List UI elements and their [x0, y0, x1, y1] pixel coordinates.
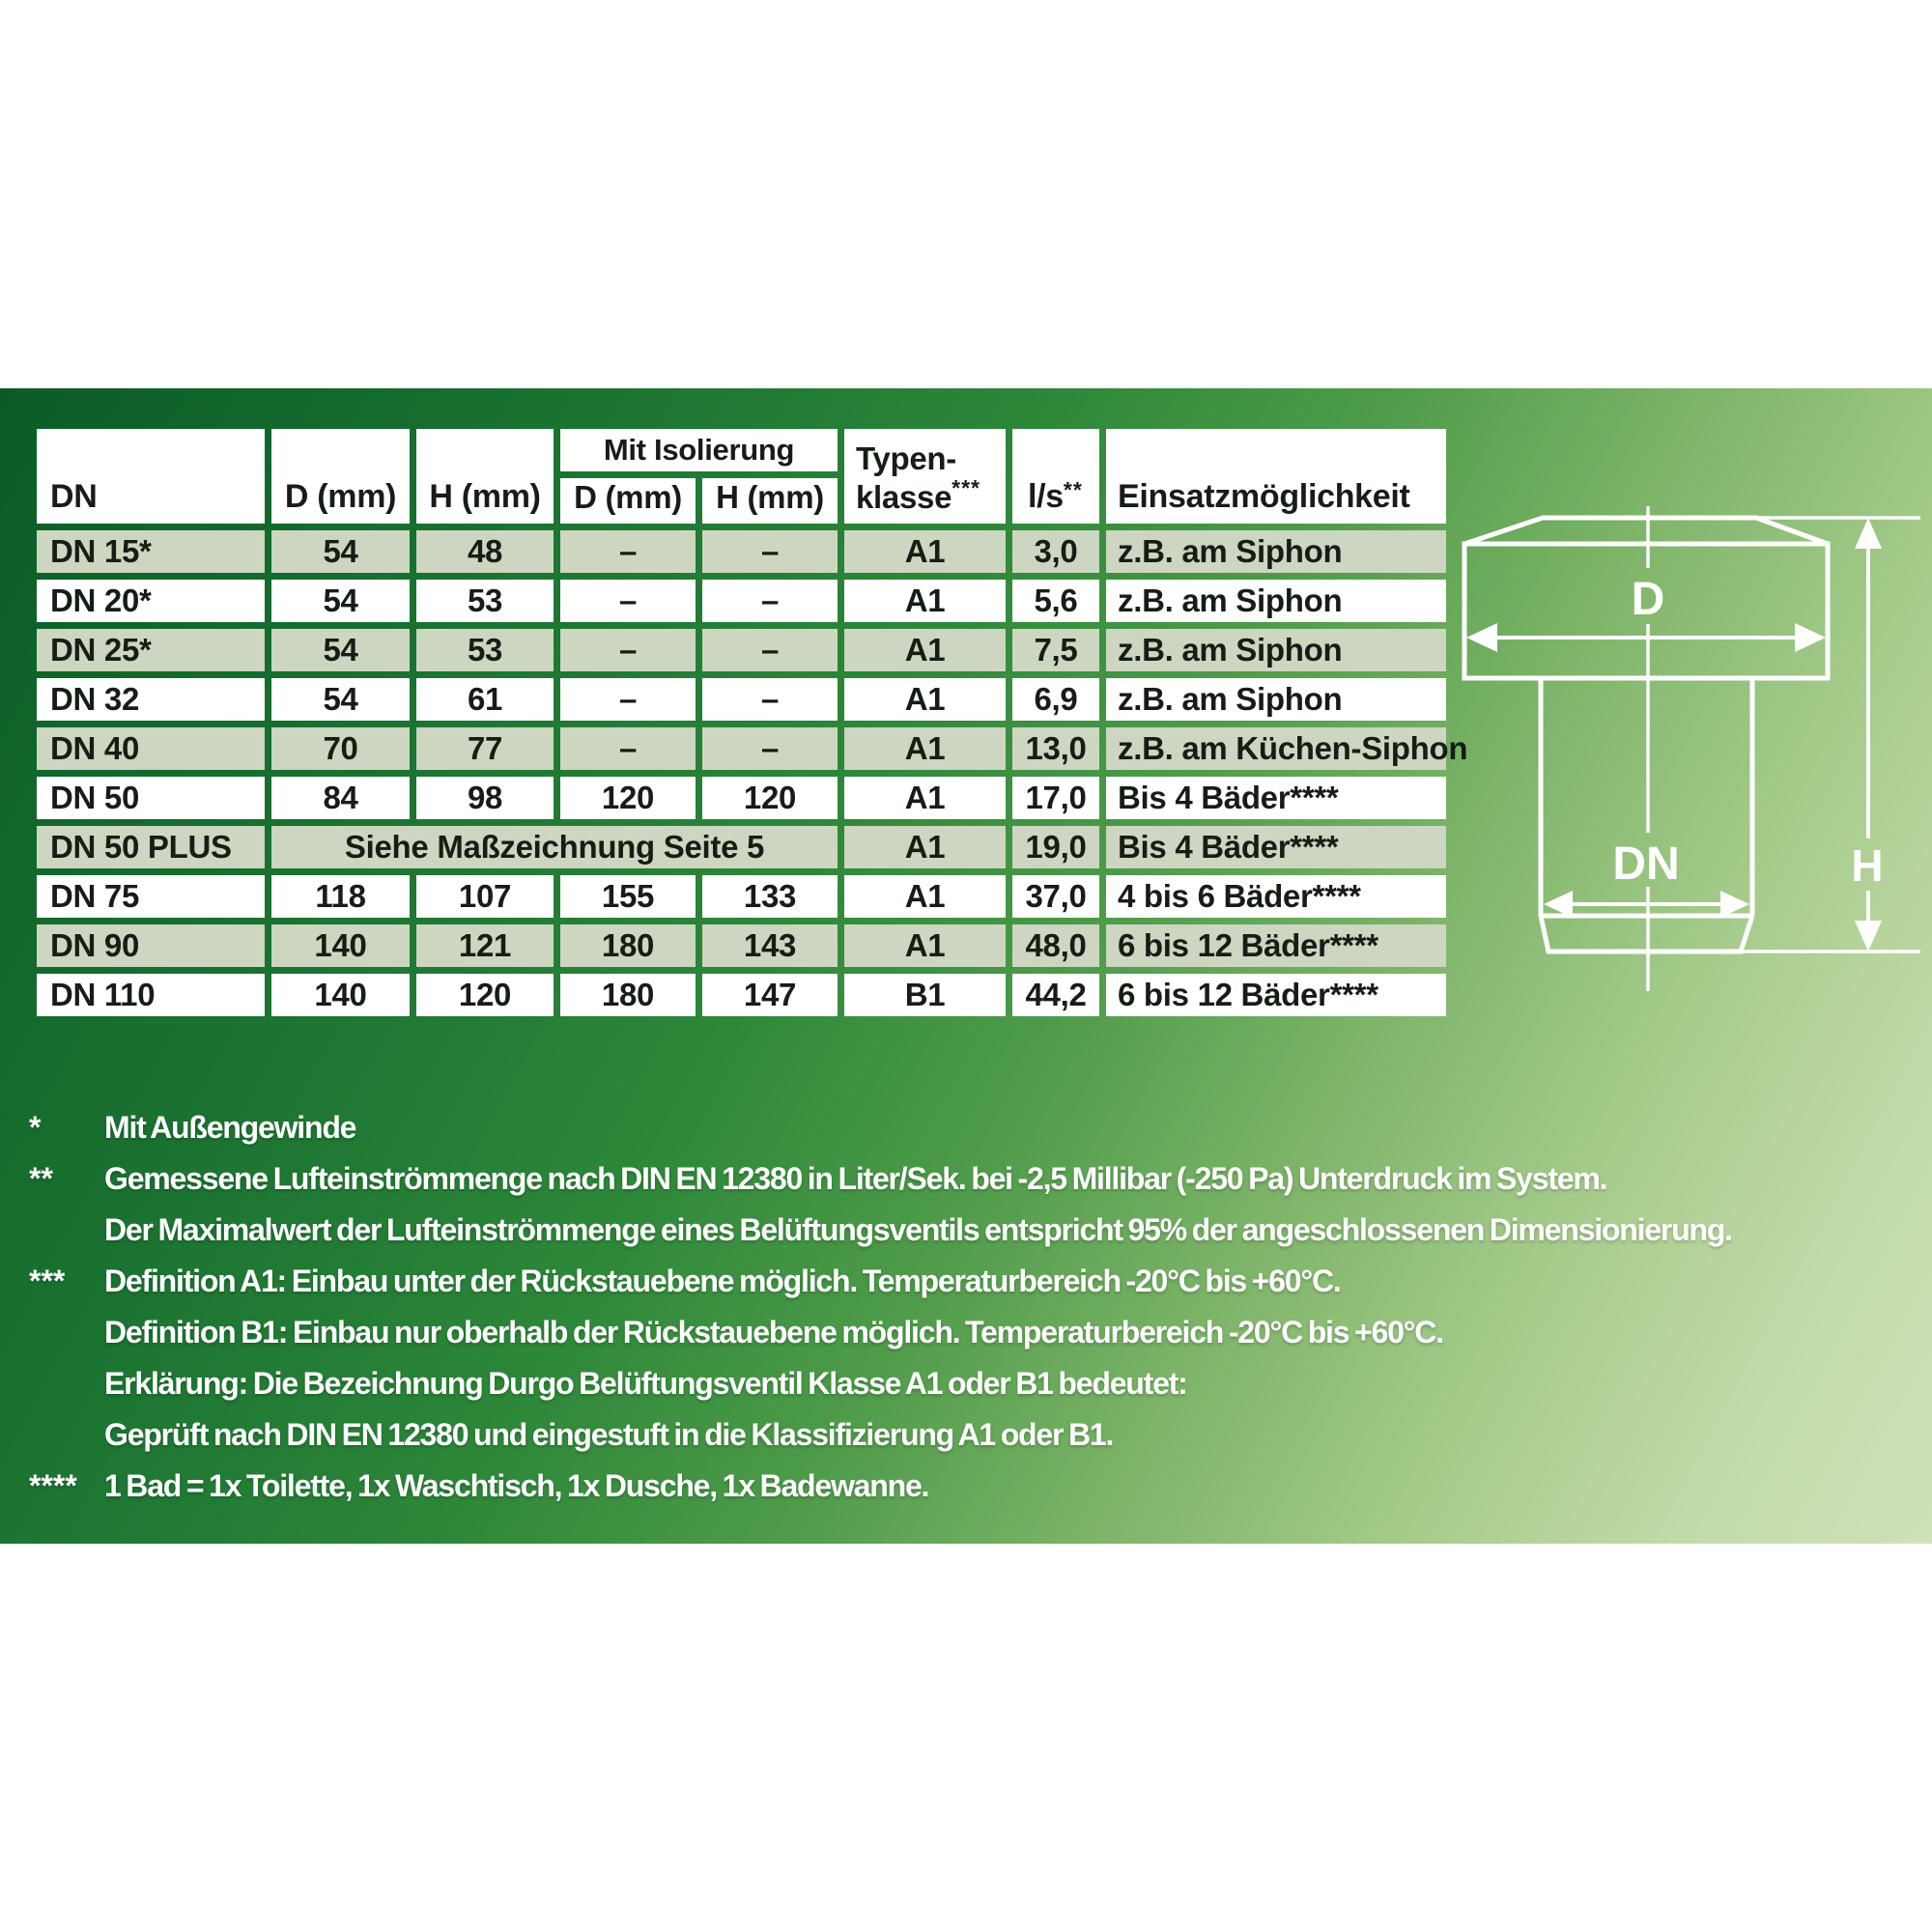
table-cell-d: 70 — [271, 727, 410, 770]
table-cell-h: 48 — [416, 530, 554, 573]
footnote-text: Definition A1: Einbau unter der Rückstauebene möglich. Temperaturbereich -20°C bis +60°C. — [104, 1264, 1341, 1298]
header-typenklasse — [844, 429, 1006, 524]
table-cell-h: 120 — [416, 974, 554, 1016]
footnote-line — [29, 1307, 1922, 1358]
table-cell-dn: DN 110 — [37, 974, 265, 1016]
table-cell-dn: DN 50 — [37, 777, 265, 819]
table-cell-klasse: A1 — [844, 629, 1006, 671]
table-cell-ls: 3,0 — [1012, 530, 1099, 573]
d-arrowhead-right — [1795, 623, 1826, 652]
table-cell-h-iso: – — [702, 629, 838, 671]
table-cell-h: 53 — [416, 629, 554, 671]
header-dn: DN — [37, 429, 265, 524]
table-cell-d: 140 — [271, 974, 410, 1016]
table-cell-h: 53 — [416, 580, 554, 622]
table-cell-h-iso: – — [702, 580, 838, 622]
table-cell-h-iso: 133 — [702, 875, 838, 918]
table-cell-d: 54 — [271, 629, 410, 671]
table-cell-ls: 48,0 — [1012, 924, 1099, 967]
table-cell-d: 118 — [271, 875, 410, 918]
table-cell-dn: DN 90 — [37, 924, 265, 967]
table-cell-klasse: A1 — [844, 530, 1006, 573]
table-cell-dn: DN 75 — [37, 875, 265, 918]
table-cell-h: 121 — [416, 924, 554, 967]
header-mit-isolierung: Mit Isolierung — [560, 429, 838, 471]
valve-dimension-diagram — [1439, 483, 1932, 1009]
table-cell-einsatz: Bis 4 Bäder**** — [1106, 777, 1446, 819]
header-ls: l/s ** — [1012, 429, 1099, 524]
table-cell-d-iso: 180 — [560, 924, 696, 967]
table-cell-klasse: A1 — [844, 777, 1006, 819]
table-cell-einsatz: Bis 4 Bäder**** — [1106, 826, 1446, 868]
footnote-line — [29, 1256, 1922, 1307]
table-cell-h-iso: – — [702, 678, 838, 721]
footnote-line — [29, 1153, 1922, 1205]
h-arrowhead-top — [1855, 518, 1882, 549]
footnote-line — [29, 1409, 1922, 1461]
header-einsatz: Einsatzmöglichkeit — [1106, 429, 1446, 524]
table-cell-d: 84 — [271, 777, 410, 819]
footnote-marker: ** — [29, 1161, 53, 1196]
header-d-mm: D (mm) — [271, 429, 410, 524]
table-cell-d-iso: 155 — [560, 875, 696, 918]
header-h-iso: H (mm) — [702, 478, 838, 524]
table-cell-einsatz: z.B. am Siphon — [1106, 580, 1446, 622]
table-cell-klasse: A1 — [844, 826, 1006, 868]
table-cell-d-iso: – — [560, 629, 696, 671]
table-cell-h: 98 — [416, 777, 554, 819]
table-cell-d-iso: 180 — [560, 974, 696, 1016]
diagram-label-d: D — [1631, 574, 1665, 625]
footnote-marker: **** — [29, 1468, 77, 1503]
footnote-marker: *** — [29, 1264, 66, 1298]
table-cell-einsatz: 6 bis 12 Bäder**** — [1106, 974, 1446, 1016]
typenklasse-footnote-marker: *** — [952, 475, 980, 500]
header-d-iso: D (mm) — [560, 478, 696, 524]
table-cell-einsatz: z.B. am Siphon — [1106, 629, 1446, 671]
table-cell-h: 61 — [416, 678, 554, 721]
table-cell-ls: 44,2 — [1012, 974, 1099, 1016]
table-cell-dn: DN 40 — [37, 727, 265, 770]
footnote-marker — [29, 1358, 104, 1409]
table-cell-d-iso: – — [560, 727, 696, 770]
table-cell-einsatz: z.B. am Siphon — [1106, 678, 1446, 721]
table-cell-klasse: A1 — [844, 875, 1006, 918]
footnote-line — [29, 1102, 1922, 1153]
table-cell-einsatz: 4 bis 6 Bäder**** — [1106, 875, 1446, 918]
d-arrowhead-left — [1466, 623, 1497, 652]
table-cell-h-iso: 120 — [702, 777, 838, 819]
table-cell-h-iso: – — [702, 727, 838, 770]
table-cell-d-iso: – — [560, 580, 696, 622]
table-cell-klasse: A1 — [844, 678, 1006, 721]
table-cell-h: 107 — [416, 875, 554, 918]
table-cell-einsatz: 6 bis 12 Bäder**** — [1106, 924, 1446, 967]
table-cell-ls: 7,5 — [1012, 629, 1099, 671]
table-cell-h: 77 — [416, 727, 554, 770]
footnote-text: Mit Außengewinde — [104, 1110, 356, 1145]
footnote-text: Erklärung: Die Bezeichnung Durgo Belüftungsventil Klasse A1 oder B1 bedeutet: — [104, 1366, 1187, 1401]
table-cell-klasse: A1 — [844, 727, 1006, 770]
table-cell-ls: 37,0 — [1012, 875, 1099, 918]
typenklasse-line2: klasse*** — [856, 475, 980, 515]
table-cell-d-iso: – — [560, 678, 696, 721]
footnote-marker — [29, 1205, 104, 1256]
table-cell-dn: DN 25* — [37, 629, 265, 671]
diagram-label-dn: DN — [1612, 838, 1680, 890]
footnote-marker: * — [29, 1110, 42, 1145]
footnote-marker — [29, 1409, 104, 1461]
table-cell-ls: 13,0 — [1012, 727, 1099, 770]
table-cell-einsatz: z.B. am Siphon — [1106, 530, 1446, 573]
footnote-marker — [29, 1307, 104, 1358]
table-cell-d-iso: 120 — [560, 777, 696, 819]
footnote-text: Geprüft nach DIN EN 12380 und eingestuft in die Klassifizierung A1 oder B1. — [104, 1417, 1114, 1452]
table-cell-ls: 6,9 — [1012, 678, 1099, 721]
table-cell-h-iso: 147 — [702, 974, 838, 1016]
footnote-line — [29, 1461, 1922, 1512]
footnote-text: Definition B1: Einbau nur oberhalb der Rückstauebene möglich. Temperaturbereich -20°C bis +60°C. — [104, 1315, 1443, 1350]
ls-footnote-marker: ** — [1063, 477, 1083, 502]
typenklasse-line1: Typen- — [856, 440, 956, 476]
table-cell-h-iso: – — [702, 530, 838, 573]
table-cell-ls: 17,0 — [1012, 777, 1099, 819]
table-cell-d-iso: – — [560, 530, 696, 573]
footnote-text: 1 Bad = 1x Toilette, 1x Waschtisch, 1x Dusche, 1x Badewanne. — [104, 1468, 929, 1503]
table-cell-d: 54 — [271, 678, 410, 721]
spec-table — [37, 429, 1468, 1016]
table-cell-klasse: A1 — [844, 580, 1006, 622]
table-cell-klasse: B1 — [844, 974, 1006, 1016]
footnote-text: Gemessene Lufteinströmmenge nach DIN EN 12380 in Liter/Sek. bei -2,5 Millibar (-250 Pa) Unterdruck im System. — [104, 1161, 1607, 1196]
table-cell-einsatz: z.B. am Küchen-Siphon — [1106, 727, 1446, 770]
table-cell-ls: 19,0 — [1012, 826, 1099, 868]
table-cell-ls: 5,6 — [1012, 580, 1099, 622]
table-cell-klasse: A1 — [844, 924, 1006, 967]
table-cell-d: 140 — [271, 924, 410, 967]
footnote-line — [29, 1205, 1922, 1256]
h-arrowhead-bottom — [1855, 921, 1882, 952]
diagram-label-h: H — [1851, 840, 1884, 891]
table-cell-d: 54 — [271, 580, 410, 622]
table-cell-dn: DN 50 PLUS — [37, 826, 265, 868]
table-cell-h-iso: 143 — [702, 924, 838, 967]
table-cell-dn: DN 20* — [37, 580, 265, 622]
table-cell-dn: DN 15* — [37, 530, 265, 573]
header-h-mm: H (mm) — [416, 429, 554, 524]
table-cell-dn: DN 32 — [37, 678, 265, 721]
footnote-text: Der Maximalwert der Lufteinströmmenge eines Belüftungsventils entspricht 95% der angeschlossenen Dimensionierung. — [104, 1212, 1732, 1247]
table-cell-d: 54 — [271, 530, 410, 573]
table-cell-note: Siehe Maßzeichnung Seite 5 — [271, 826, 838, 868]
footnotes — [29, 1102, 1922, 1512]
header-isolierung-group — [560, 429, 838, 524]
footnote-line — [29, 1358, 1922, 1409]
